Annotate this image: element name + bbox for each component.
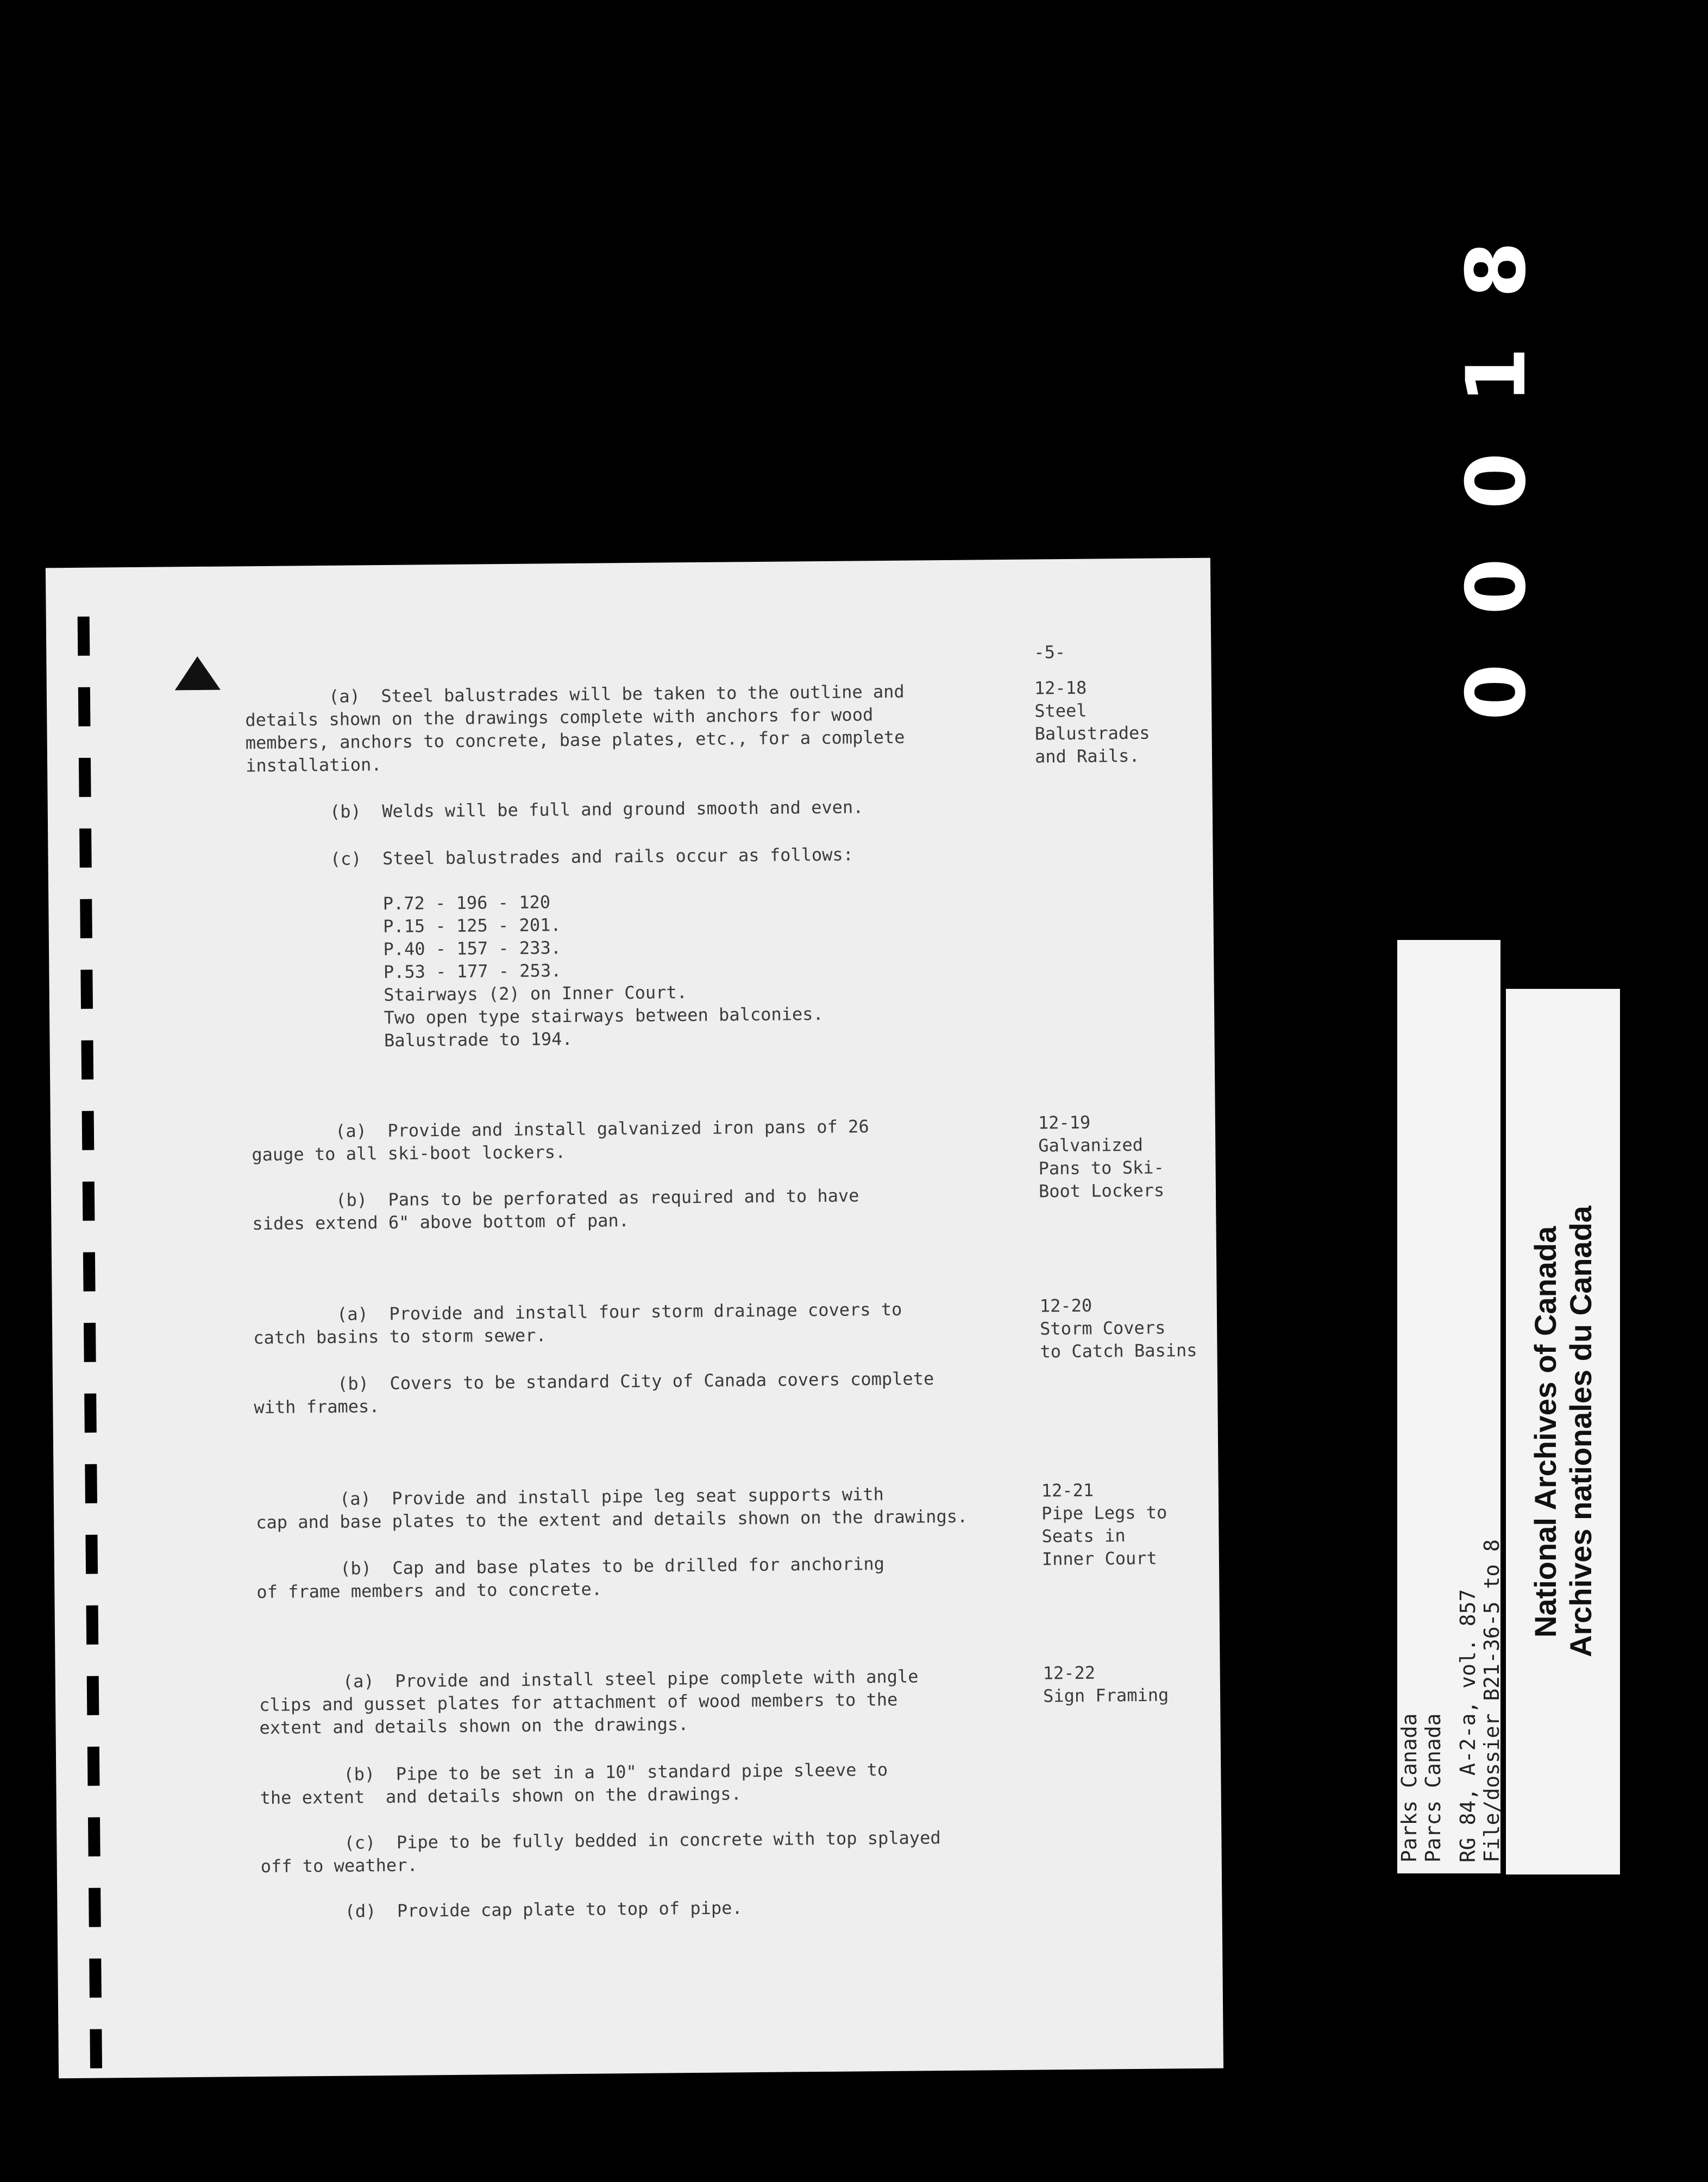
section-12-22-para-a: (a) Provide and install steel pipe complete with angle clips and gusset plates for attachment of wood members to the extent and details shown on the drawings. <box>259 1666 919 1739</box>
punch-hole <box>90 2029 102 2068</box>
label-agency-en: Parks Canada <box>1397 1713 1421 1863</box>
archive-institution-label <box>1506 989 1620 1874</box>
section-12-19-title-2: Pans to Ski- <box>1038 1157 1164 1179</box>
punch-hole <box>78 617 90 656</box>
section-12-18-code: 12-18 <box>1034 677 1087 699</box>
section-12-20-title-2: to Catch Basins <box>1040 1339 1197 1362</box>
punch-hole <box>86 1606 99 1645</box>
section-12-18-list: P.72 - 196 - 120 P.15 - 125 - 201. P.40 - 157 - 233. P.53 - 177 - 253. Stairways (2) on Inner Court. Two open type stairways between balconies. Balustrade to 194. <box>247 892 824 1052</box>
section-12-22-code: 12-22 <box>1043 1662 1096 1684</box>
punch-hole <box>83 1252 96 1291</box>
section-12-20-para-b: (b) Covers to be standard City of Canada covers complete with frames. <box>253 1368 934 1418</box>
punch-hole <box>88 1817 101 1857</box>
punch-hole <box>87 1747 100 1786</box>
institution-name-en: National Archives of Canada <box>1528 1226 1562 1638</box>
section-12-21-title-2: Seats in <box>1041 1525 1126 1547</box>
section-12-22-para-b: (b) Pipe to be set in a 10" standard pipe sleeve to the extent and details shown on the drawings. <box>260 1759 888 1809</box>
section-12-19-title-1: Galvanized <box>1038 1134 1144 1156</box>
section-12-19-para-b: (b) Pans to be perforated as required and to have sides extend 6" above bottom of pan. <box>252 1185 859 1234</box>
punch-hole <box>80 970 93 1009</box>
section-12-18-title-2: Balustrades <box>1034 722 1150 744</box>
section-12-22-para-c: (c) Pipe to be fully bedded in concrete with top splayed off to weather. <box>260 1827 941 1877</box>
punch-hole <box>80 899 92 938</box>
section-12-18-title-1: Steel <box>1034 700 1087 722</box>
punch-hole <box>85 1464 97 1503</box>
punch-hole <box>89 1888 101 1927</box>
triangle-mark-icon <box>174 656 221 691</box>
punch-hole <box>82 1111 95 1150</box>
institution-name-fr: Archives nationales du Canada <box>1563 1206 1598 1658</box>
punch-hole <box>89 1959 102 1998</box>
section-12-18-para-c: (c) Steel balustrades and rails occur as follows: <box>246 844 854 870</box>
section-12-20-code: 12-20 <box>1039 1295 1092 1316</box>
section-12-22-title-1: Sign Framing <box>1043 1684 1169 1707</box>
punch-hole <box>84 1323 96 1362</box>
label-file-number: File/dossier B21-36-5 to 8 <box>1480 1539 1504 1863</box>
section-12-19-code: 12-19 <box>1038 1112 1091 1133</box>
punch-hole <box>79 758 91 797</box>
punch-hole <box>78 687 91 726</box>
section-12-20-title-1: Storm Covers <box>1040 1317 1166 1339</box>
section-12-18-para-b: (b) Welds will be full and ground smooth and even. <box>246 797 864 823</box>
punch-hole <box>87 1676 99 1715</box>
punch-hole <box>84 1394 97 1433</box>
document-page <box>46 558 1223 2079</box>
section-12-19-para-a: (a) Provide and install galvanized iron pans of 26 gauge to all ski-boot lockers. <box>251 1116 869 1165</box>
section-12-21-code: 12-21 <box>1041 1479 1094 1501</box>
film-frame-number: 00018 <box>1449 192 1544 720</box>
punch-hole <box>79 829 92 868</box>
section-12-22-para-d: (d) Provide cap plate to top of pipe. <box>261 1897 743 1923</box>
punch-hole <box>81 1040 94 1080</box>
section-12-21-title-3: Inner Court <box>1041 1547 1157 1570</box>
archive-reference-label <box>1397 940 1504 1873</box>
page-number: -5- <box>1034 642 1066 663</box>
section-12-19-title-3: Boot Lockers <box>1038 1180 1165 1202</box>
punch-hole <box>85 1535 98 1574</box>
section-12-18-para-a: (a) Steel balustrades will be taken to the outline and details shown on the drawings complete with anchors for wood members, anchors to concrete, base plates, etc., for a complete installation. <box>244 681 905 776</box>
section-12-21-para-a: (a) Provide and install pipe leg seat supports with cap and base plates to the extent and details shown on the drawings. <box>255 1484 968 1533</box>
label-agency-fr: Parcs Canada <box>1421 1713 1445 1863</box>
section-12-18-title-3: and Rails. <box>1034 745 1140 767</box>
section-12-21-title-1: Pipe Legs to <box>1041 1502 1167 1524</box>
section-12-21-para-b: (b) Cap and base plates to be drilled for anchoring of frame members and to concrete. <box>256 1553 885 1603</box>
section-12-20-para-a: (a) Provide and install four storm drainage covers to catch basins to storm sewer. <box>253 1299 902 1349</box>
label-record-group: RG 84, A-2-a, vol. 857 <box>1456 1589 1480 1863</box>
punch-hole <box>83 1182 95 1221</box>
